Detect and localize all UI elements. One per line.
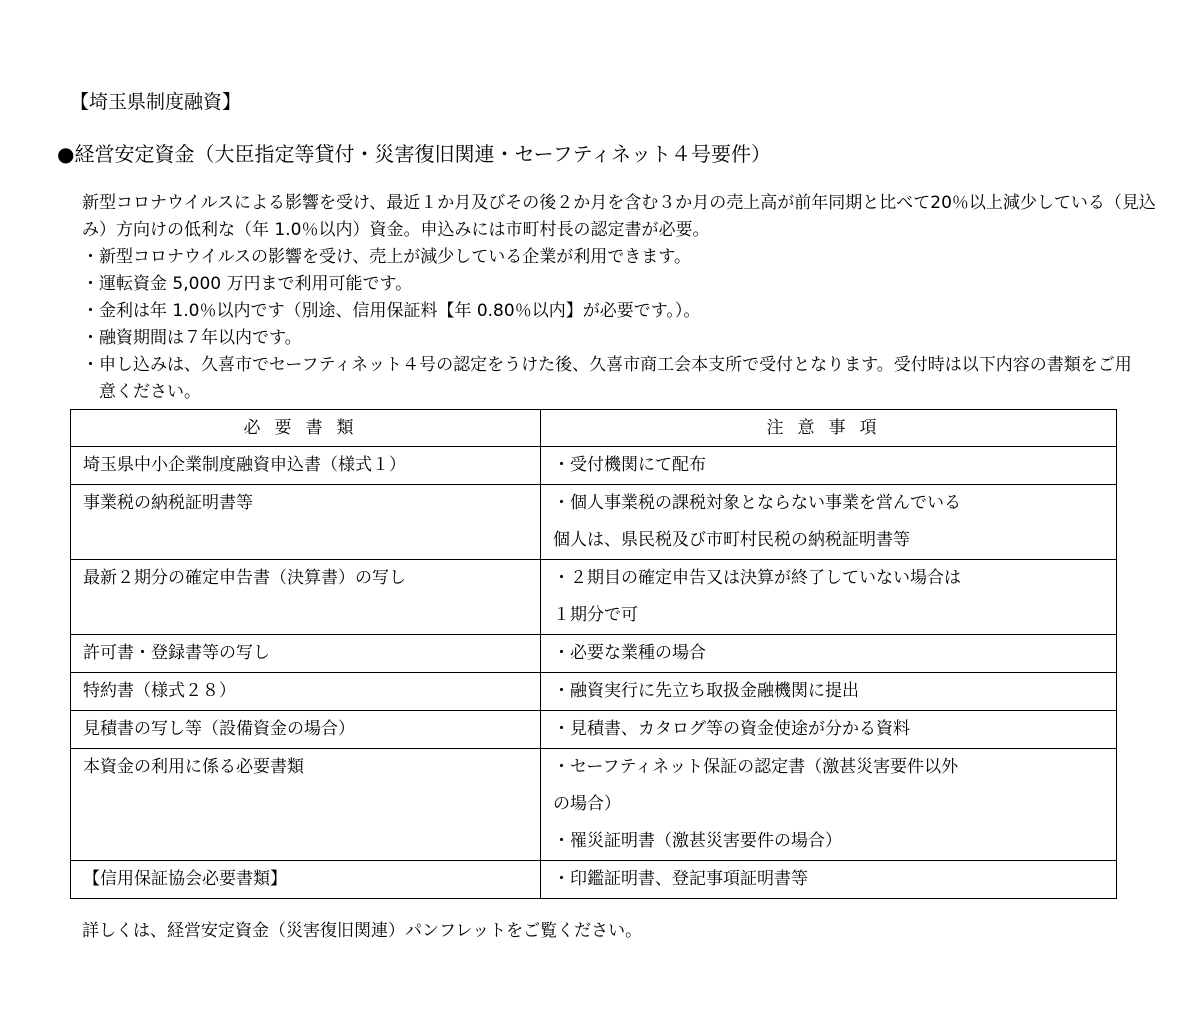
notes-cell (541, 749, 1117, 861)
notes-cell (541, 447, 1117, 485)
note-line: 個人は、県民税及び市町村民税の納税証明書等 (553, 530, 910, 550)
bullet-item: ・金利は年 1.0％以内です（別途、信用保証料【年 0.80％以内】が必要です。）。 (82, 298, 1147, 325)
bullet-mark: ・ (82, 355, 99, 375)
notes-cell (541, 560, 1117, 635)
table-row (71, 861, 1117, 899)
notes-cell (541, 711, 1117, 749)
notes-cell (541, 635, 1117, 673)
table-row (71, 711, 1117, 749)
bullet-list (82, 244, 1147, 406)
table-row (71, 560, 1117, 635)
table-row (71, 749, 1117, 861)
note-line: ・受付機関にて配布 (553, 455, 706, 475)
notes-cell (541, 673, 1117, 711)
bullet-item: ・融資期間は７年以内です。 (82, 325, 1147, 352)
notes-cell (541, 485, 1117, 560)
footer-note: 詳しくは、経営安定資金（災害復旧関連）パンフレットをご覧ください。 (82, 921, 643, 941)
table-row (71, 635, 1117, 673)
table-row (71, 673, 1117, 711)
document-cell: 見積書の写し等（設備資金の場合） (71, 711, 541, 749)
section-heading: ●経営安定資金（大臣指定等貸付・災害復旧関連・セーフティネット４号要件） (57, 142, 772, 166)
document-cell: 特約書（様式２８） (71, 673, 541, 711)
bullet-item: ・申し込みは、久喜市でセーフティネット４号の認定をうけた後、久喜市商工会本支所で受付となります。受付時は以下内容の書類をご用意ください。 (82, 352, 1147, 406)
note-line: ・個人事業税の課税対象とならない事業を営んでいる (553, 493, 961, 513)
note-line: ・罹災証明書（激甚災害要件の場合） (553, 831, 842, 851)
note-line: ・２期目の確定申告又は決算が終了していない場合は (553, 568, 961, 588)
note-line: １期分で可 (553, 605, 638, 625)
intro-paragraph: 新型コロナウイルスによる影響を受け、最近１か月及びその後２か月を含む３か月の売上高が前年同期と比べて20％以上減少している（見込み）方向けの低利な（年 1.0％以内）資金。申込みには市町村長の認定書が必要。 (82, 193, 1156, 240)
document-cell: 埼玉県中小企業制度融資申込書（様式１） (71, 447, 541, 485)
document-cell: 【信用保証協会必要書類】 (71, 861, 541, 899)
requirements-table (70, 409, 1117, 899)
document-cell: 事業税の納税証明書等 (71, 485, 541, 560)
table-row (71, 447, 1117, 485)
header-notes: 注意事項 (541, 410, 1117, 447)
bullet-mark: ・ (82, 274, 99, 294)
document-cell: 許可書・登録書等の写し (71, 635, 541, 673)
bullet-item: ・新型コロナウイルスの影響を受け、売上が減少している企業が利用できます。 (82, 244, 1147, 271)
table-header-row (71, 410, 1117, 447)
notes-cell (541, 861, 1117, 899)
bullet-item: ・運転資金 5,000 万円まで利用可能です。 (82, 271, 1147, 298)
note-line: ・セーフティネット保証の認定書（激甚災害要件以外 (553, 757, 959, 777)
note-line: の場合） (553, 794, 621, 814)
note-line: ・印鑑証明書、登記事項証明書等 (553, 869, 808, 889)
document-cell: 最新２期分の確定申告書（決算書）の写し (71, 560, 541, 635)
header-required-documents: 必要書類 (71, 410, 541, 447)
note-line: ・必要な業種の場合 (553, 643, 706, 663)
note-line: ・融資実行に先立ち取扱金融機関に提出 (553, 681, 859, 701)
page-heading: 【埼玉県制度融資】 (70, 91, 242, 113)
document-cell: 本資金の利用に係る必要書類 (71, 749, 541, 861)
bullet-mark: ・ (82, 301, 99, 321)
table-row (71, 485, 1117, 560)
bullet-mark: ・ (82, 328, 99, 348)
note-line: ・見積書、カタログ等の資金使途が分かる資料 (553, 719, 910, 739)
bullet-mark: ・ (82, 247, 99, 267)
